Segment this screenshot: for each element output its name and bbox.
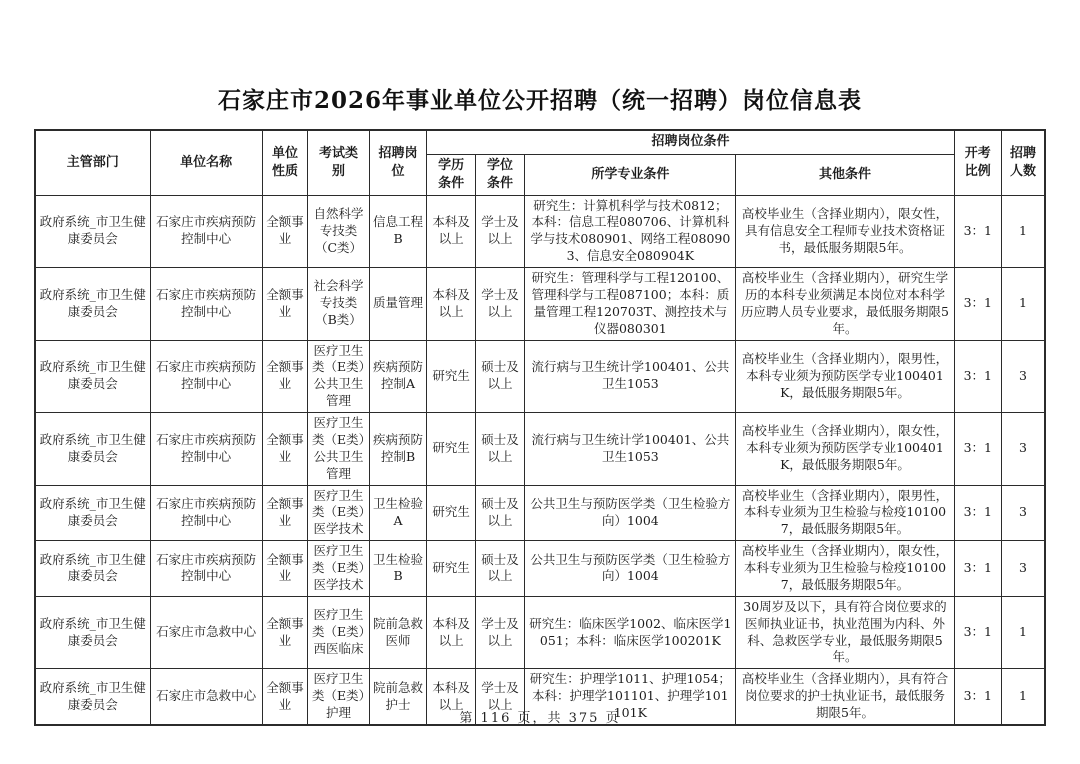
cell-nature: 全额事业 — [262, 268, 307, 341]
cell-other: 高校毕业生（含择业期内），研究生学历的本科专业须满足本岗位对本科学历应聘人员专业要求，最低服务期限5年。 — [736, 268, 954, 341]
cell-exam-type: 医疗卫生类（E类）护理 — [308, 669, 370, 725]
cell-edu: 研究生 — [427, 541, 475, 597]
col-header-other: 其他条件 — [736, 154, 954, 195]
table-row — [35, 268, 1045, 341]
cell-degree: 学士及以上 — [475, 195, 524, 268]
cell-degree: 学士及以上 — [475, 596, 524, 669]
cell-count: 3 — [1002, 340, 1045, 413]
cell-unit: 石家庄市疾病预防控制中心 — [150, 195, 262, 268]
cell-count: 3 — [1002, 485, 1045, 541]
cell-other: 高校毕业生（含择业期内），限女性，具有信息安全工程师专业技术资格证书，最低服务期限5年。 — [736, 195, 954, 268]
cell-exam-type: 社会科学专技类（B类） — [308, 268, 370, 341]
cell-degree: 学士及以上 — [475, 669, 524, 725]
cell-unit: 石家庄市疾病预防控制中心 — [150, 340, 262, 413]
table-row — [35, 195, 1045, 268]
cell-exam-type: 自然科学专技类（C类） — [308, 195, 370, 268]
cell-dept: 政府系统_市卫生健康委员会 — [35, 485, 150, 541]
table-row — [35, 485, 1045, 541]
cell-nature: 全额事业 — [262, 669, 307, 725]
cell-major: 流行病与卫生统计学100401、公共卫生1053 — [525, 413, 736, 486]
cell-count: 1 — [1002, 669, 1045, 725]
col-header-unit: 单位名称 — [150, 130, 262, 195]
cell-edu: 研究生 — [427, 340, 475, 413]
cell-position: 信息工程B — [369, 195, 427, 268]
cell-other: 高校毕业生（含择业期内），限男性，本科专业须为卫生检验与检疫101007，最低服务期限5年。 — [736, 485, 954, 541]
cell-degree: 硕士及以上 — [475, 413, 524, 486]
cell-dept: 政府系统_市卫生健康委员会 — [35, 669, 150, 725]
cell-unit: 石家庄市疾病预防控制中心 — [150, 485, 262, 541]
cell-count: 3 — [1002, 413, 1045, 486]
cell-exam-type: 医疗卫生类（E类）医学技术 — [308, 541, 370, 597]
cell-unit: 石家庄市疾病预防控制中心 — [150, 541, 262, 597]
table-row — [35, 413, 1045, 486]
cell-position: 疾病预防控制B — [369, 413, 427, 486]
cell-dept: 政府系统_市卫生健康委员会 — [35, 413, 150, 486]
col-header-position: 招聘岗位 — [369, 130, 427, 195]
cell-nature: 全额事业 — [262, 413, 307, 486]
cell-position: 院前急救医师 — [369, 596, 427, 669]
job-table-sheet — [34, 129, 1046, 726]
page-number: 第 116 页，共 375 页 — [459, 711, 621, 726]
col-header-exam-type: 考试类别 — [308, 130, 370, 195]
cell-nature: 全额事业 — [262, 596, 307, 669]
cell-ratio: 3：1 — [954, 268, 1001, 341]
cell-position: 卫生检验A — [369, 485, 427, 541]
cell-ratio: 3：1 — [954, 596, 1001, 669]
cell-edu: 本科及以上 — [427, 669, 475, 725]
col-header-conditions-group: 招聘岗位条件 — [427, 130, 954, 154]
cell-major: 研究生：管理科学与工程120100、管理科学与工程087100；本科：质量管理工程120703T、测控技术与仪器080301 — [525, 268, 736, 341]
cell-dept: 政府系统_市卫生健康委员会 — [35, 596, 150, 669]
cell-exam-type: 医疗卫生类（E类）公共卫生管理 — [308, 340, 370, 413]
cell-other: 高校毕业生（含择业期内），限女性，本科专业须为卫生检验与检疫101007，最低服务期限5年。 — [736, 541, 954, 597]
cell-count: 1 — [1002, 268, 1045, 341]
cell-dept: 政府系统_市卫生健康委员会 — [35, 541, 150, 597]
cell-major: 流行病与卫生统计学100401、公共卫生1053 — [525, 340, 736, 413]
table-row — [35, 541, 1045, 597]
cell-exam-type: 医疗卫生类（E类）西医临床 — [308, 596, 370, 669]
cell-degree: 硕士及以上 — [475, 340, 524, 413]
cell-major: 研究生：临床医学1002、临床医学1051；本科：临床医学100201K — [525, 596, 736, 669]
cell-degree: 硕士及以上 — [475, 485, 524, 541]
cell-edu: 研究生 — [427, 485, 475, 541]
cell-count: 3 — [1002, 541, 1045, 597]
cell-edu: 本科及以上 — [427, 268, 475, 341]
cell-nature: 全额事业 — [262, 541, 307, 597]
col-header-major: 所学专业条件 — [525, 154, 736, 195]
job-table — [34, 129, 1046, 726]
cell-ratio: 3：1 — [954, 340, 1001, 413]
cell-degree: 学士及以上 — [475, 268, 524, 341]
cell-dept: 政府系统_市卫生健康委员会 — [35, 195, 150, 268]
cell-major: 公共卫生与预防医学类（卫生检验方向）1004 — [525, 485, 736, 541]
cell-count: 1 — [1002, 596, 1045, 669]
cell-other: 30周岁及以下，具有符合岗位要求的医师执业证书，执业范围为内科、外科、急救医学专业，最低服务期限5年。 — [736, 596, 954, 669]
col-header-nature: 单位性质 — [262, 130, 307, 195]
col-header-count: 招聘人数 — [1002, 130, 1045, 195]
cell-other: 高校毕业生（含择业期内），限男性，本科专业须为预防医学专业100401K，最低服务期限5年。 — [736, 340, 954, 413]
cell-ratio: 3：1 — [954, 485, 1001, 541]
cell-exam-type: 医疗卫生类（E类）公共卫生管理 — [308, 413, 370, 486]
cell-nature: 全额事业 — [262, 195, 307, 268]
cell-unit: 石家庄市急救中心 — [150, 669, 262, 725]
cell-edu: 研究生 — [427, 413, 475, 486]
cell-degree: 硕士及以上 — [475, 541, 524, 597]
cell-ratio: 3：1 — [954, 541, 1001, 597]
cell-edu: 本科及以上 — [427, 195, 475, 268]
cell-position: 院前急救护士 — [369, 669, 427, 725]
table-row — [35, 340, 1045, 413]
cell-unit: 石家庄市疾病预防控制中心 — [150, 413, 262, 486]
cell-ratio: 3：1 — [954, 669, 1001, 725]
cell-major: 研究生：计算机科学与技术0812；本科：信息工程080706、计算机科学与技术080901、网络工程080903、信息安全080904K — [525, 195, 736, 268]
cell-count: 1 — [1002, 195, 1045, 268]
cell-major: 研究生：护理学1011、护理1054；本科：护理学101101、护理学101101K — [525, 669, 736, 725]
cell-ratio: 3：1 — [954, 195, 1001, 268]
page-title: 石家庄市2026年事业单位公开招聘（统一招聘）岗位信息表 — [217, 87, 862, 114]
col-header-edu: 学历条件 — [427, 154, 475, 195]
cell-position: 疾病预防控制A — [369, 340, 427, 413]
cell-unit: 石家庄市疾病预防控制中心 — [150, 268, 262, 341]
col-header-ratio: 开考比例 — [954, 130, 1001, 195]
cell-nature: 全额事业 — [262, 485, 307, 541]
cell-dept: 政府系统_市卫生健康委员会 — [35, 340, 150, 413]
cell-other: 高校毕业生（含择业期内），限女性，本科专业须为预防医学专业100401K，最低服务期限5年。 — [736, 413, 954, 486]
cell-dept: 政府系统_市卫生健康委员会 — [35, 268, 150, 341]
cell-major: 公共卫生与预防医学类（卫生检验方向）1004 — [525, 541, 736, 597]
cell-nature: 全额事业 — [262, 340, 307, 413]
cell-position: 质量管理 — [369, 268, 427, 341]
cell-edu: 本科及以上 — [427, 596, 475, 669]
col-header-degree: 学位条件 — [475, 154, 524, 195]
table-row — [35, 596, 1045, 669]
cell-other: 高校毕业生（含择业期内），具有符合岗位要求的护士执业证书，最低服务期限5年。 — [736, 669, 954, 725]
col-header-dept: 主管部门 — [35, 130, 150, 195]
cell-unit: 石家庄市急救中心 — [150, 596, 262, 669]
cell-position: 卫生检验B — [369, 541, 427, 597]
cell-ratio: 3：1 — [954, 413, 1001, 486]
cell-exam-type: 医疗卫生类（E类）医学技术 — [308, 485, 370, 541]
